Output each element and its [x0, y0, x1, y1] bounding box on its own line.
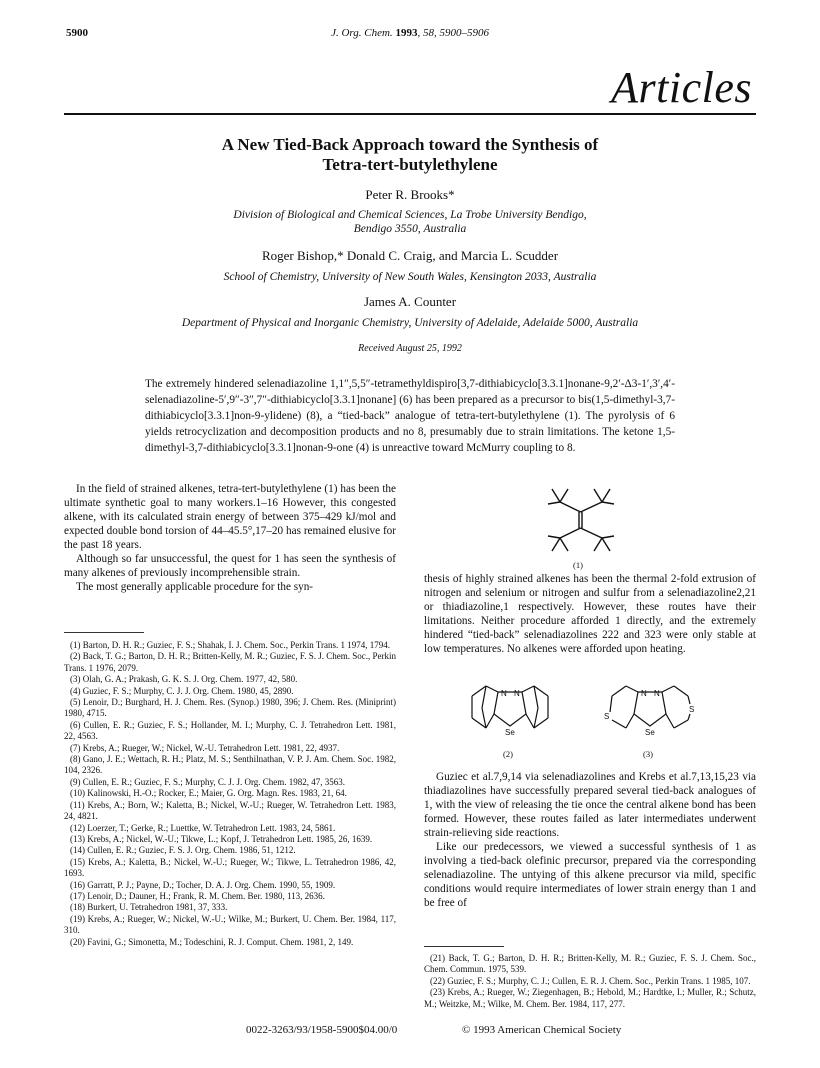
- affiliation-1: [64, 208, 756, 236]
- footer-code: 0022-3263/93/1958-5900$04.00/0: [246, 1024, 398, 1036]
- footnote: (15) Krebs, A.; Kaletta, B.; Nickel, W.-U.; Rueger, W.; Tikwe, L. Tetrahedron 1986, 42, 1693.: [64, 856, 396, 879]
- abstract: The extremely hindered selenadiazoline 1,1″,5,5″-tetramethyldispiro[3,7-dithiabicyclo[3.3.1]nonane-9,2′-Δ3-1′,3′,4′-selenadiazoline-5′,9″-3″,7″-dithiabicyclo[3.3.1]nonane] (6) has been prepared as a precursor to bis(1,5-dimethyl-3,7-dithiabicyclo[3.3.1]non-9-ylidene) (8), a “tied-back” analogue of tetra-tert-butylethylene (1). The pyrolysis of 6 yields retrocyclization and decomposition products and no 8, presumably due to strain limitations. The ketone 1,5-dimethyl-3,7-dithiabicyclo[3.3.1]nonan-9-one (4) is unreactive toward McMurry coupling to 8.: [145, 378, 675, 454]
- footnote: (22) Guziec, F. S.; Murphy, C. J.; Cullen, E. R. J. Chem. Soc., Perkin Trans. 1 1985, 107.: [430, 975, 751, 986]
- structure-1-label: (1): [573, 560, 583, 570]
- affiliation-2: School of Chemistry, University of New South Wales, Kensington 2033, Australia: [223, 271, 597, 283]
- intro-paragraph-3: The most generally applicable procedure for the syn-: [76, 581, 314, 593]
- structure-3-s-right: S: [689, 705, 695, 714]
- article-title: [64, 135, 756, 175]
- structure-3-n-left: N: [641, 689, 647, 698]
- journal-volume-pages: , 58, 5900–5906: [417, 27, 489, 39]
- affiliation-3: Department of Physical and Inorganic Chemistry, University of Adelaide, Adelaide 5000, Australia: [181, 317, 639, 329]
- footnote: (7) Krebs, A.; Rueger, W.; Nickel, W.-U. Tetrahedron Lett. 1981, 22, 4937.: [70, 742, 340, 753]
- footnote: (17) Lenoir, D.; Dauner, H.; Frank, R. M. Chem. Ber. 1980, 113, 2636.: [70, 890, 325, 901]
- structure-1-tetra-tert-butylethylene: [532, 484, 632, 556]
- footnote: (9) Cullen, E. R.; Guziec, F. S.; Murphy, C. J. J. Org. Chem. 1982, 47, 3563.: [70, 776, 346, 787]
- structure-3-label: (3): [643, 749, 653, 759]
- footer-copyright: © 1993 American Chemical Society: [462, 1024, 622, 1036]
- footnote: (12) Loerzer, T.; Gerke, R.; Luettke, W. Tetrahedron Lett. 1983, 24, 5861.: [70, 822, 336, 833]
- footnote: (3) Olah, G. A.; Prakash, G. K. S. J. Org. Chem. 1977, 42, 580.: [70, 674, 298, 685]
- footnote: (19) Krebs, A.; Rueger, W.; Nickel, W.-U.; Wilke, M.; Burkert, U. Chem. Ber. 1984, 117, 310.: [64, 913, 396, 936]
- author-1: Peter R. Brooks*: [365, 187, 455, 202]
- page-number: 5900: [66, 27, 88, 39]
- footnote: (14) Cullen, E. R.; Guziec, F. S. J. Org. Chem. 1986, 51, 1212.: [70, 845, 296, 856]
- footnote: (1) Barton, D. H. R.; Guziec, F. S.; Shahak, I. J. Chem. Soc., Perkin Trans. 1 1974, 1794.: [70, 640, 391, 650]
- footnote: (5) Lenoir, D.; Burghard, H. J. Chem. Res. (Synop.) 1980, 396; J. Chem. Res. (Miniprint) 1980, 4715.: [64, 697, 396, 719]
- footnote-rule-right: [424, 946, 504, 947]
- author-3: James A. Counter: [363, 294, 457, 309]
- right-column-text-bottom: [424, 770, 756, 910]
- structure-2-n-right: N: [514, 689, 520, 698]
- footnote: (13) Krebs, A.; Nickel, W.-U.; Tikwe, L.; Kopf, J. Tetrahedron Lett. 1985, 26, 1639.: [70, 833, 373, 844]
- structure-3-thia-selenadiazoline: [600, 682, 700, 746]
- structure-2-selenadiazoline: [464, 682, 556, 746]
- section-title: Articles: [611, 63, 752, 112]
- right-paragraph-3: Like our predecessors, we viewed a successful synthesis of 1 as involving a tied-back olefinic precursor, prepared via the corresponding selenadiazoline. The untying of this alkene precursor via mild, specific conditions would require intermediates of lower strain energy than 1 and be free of: [424, 841, 756, 909]
- journal-year: 1993: [395, 27, 418, 39]
- affiliation-1-line2: Bendigo 3550, Australia: [353, 223, 467, 235]
- footnote-rule-left: [64, 632, 144, 633]
- footnote: (6) Cullen, E. R.; Guziec, F. S.; Hollander, M. I.; Murphy, C. J. Tetrahedron Lett. 1981, 22, 4563.: [64, 719, 396, 742]
- footnote: (23) Krebs, A.; Rueger, W.; Ziegenhagen, B.; Hebold, M.; Hardtke, I.; Muller, R.; Schutz, M.; Weitzke, M.; Wilke, M. Chem. Ber. 1984, 117, 277.: [424, 987, 756, 1009]
- author-2: Roger Bishop,* Donald C. Craig, and Marcia L. Scudder: [261, 248, 559, 263]
- header-rule: [64, 113, 756, 115]
- right-paragraph-1: thesis of highly strained alkenes has been the thermal 2-fold extrusion of nitrogen and selenium or nitrogen and sulfur from a selenadiazoline2,21 or thiadiazoline,1 respectively. However, these routes have their limitations. Neither procedure afforded 1 directly, and the extremely hindered “tied-back” selenadiazolines 222 and 323 were only stable at low temperatures. No alkenes were afforded upon heating.: [424, 573, 756, 655]
- affiliation-1-line1: Division of Biological and Chemical Sciences, La Trobe University Bendigo,: [233, 209, 587, 221]
- received-date: Received August 25, 1992: [358, 343, 462, 354]
- right-paragraph-2: Guziec et al.7,9,14 via selenadiazolines and Krebs et al.7,13,15,23 via thiadiazolines have successfully prepared several tied-back analogues of 1, with the view of releasing the tie once the central alkene bond has been formed. However, these routes failed as later intermediates underwent strain-relieving side reactions.: [424, 771, 756, 839]
- footnote: (10) Kalinowski, H.-O.; Rocker, E.; Maier, G. Org. Magn. Res. 1983, 21, 64.: [70, 788, 347, 799]
- structure-2-label: (2): [503, 749, 513, 759]
- journal-name: J. Org. Chem.: [331, 27, 393, 39]
- right-column-text-top: [424, 572, 756, 656]
- footnote: (2) Back, T. G.; Barton, D. H. R.; Britten-Kelly, M. R.; Guziec, F. S. J. Chem. Soc., Perkin Trans. 1 1976, 2079.: [64, 651, 396, 673]
- intro-paragraph-1: In the field of strained alkenes, tetra-tert-butylethylene (1) has been the ultimate synthetic goal to many workers.1–16 However, this congested alkene, with its calculated strain energy of between 375–429 kJ/mol and expected double bond torsion of 44–45.5°,17–20 has remained elusive for the past 18 years.: [64, 483, 396, 551]
- structure-2-n-left: N: [501, 689, 507, 698]
- footnotes-left: [64, 640, 396, 948]
- footnote: (18) Burkert, U. Tetrahedron 1981, 37, 333.: [70, 902, 228, 913]
- footnote: (21) Back, T. G.; Barton, D. H. R.; Britten-Kelly, M. R.; Guziec, F. S. J. Chem. Soc., Chem. Commun. 1975, 539.: [424, 953, 756, 975]
- footnote: (11) Krebs, A.; Born, W.; Kaletta, B.; Nickel, W.-U.; Rueger, W. Tetrahedron Lett. 1983, 24, 4821.: [64, 799, 396, 822]
- structure-3-se: Se: [645, 728, 655, 737]
- footnote: (20) Favini, G.; Simonetta, M.; Todeschini, R. J. Comput. Chem. 1981, 2, 149.: [70, 936, 354, 947]
- structure-3-n-right: N: [654, 689, 660, 698]
- structure-3-s-left: S: [604, 712, 610, 721]
- footnote: (16) Garratt, P. J.; Payne, D.; Tocher, D. A. J. Org. Chem. 1990, 55, 1909.: [70, 879, 336, 890]
- footnote: (8) Gano, J. E.; Wettach, R. H.; Platz, M. S.; Senthilnathan, V. P. J. Am. Chem. Soc. 1982, 104, 2326.: [64, 754, 396, 776]
- left-column-text: [64, 482, 396, 594]
- structure-2-se: Se: [505, 728, 515, 737]
- intro-paragraph-2: Although so far unsuccessful, the quest for 1 has seen the synthesis of many alkenes of previously incomprehensible strain.: [64, 553, 396, 579]
- journal-citation: [0, 27, 820, 39]
- article-title-line1: A New Tied-Back Approach toward the Synthesis of: [221, 135, 599, 154]
- footnote: (4) Guziec, F. S.; Murphy, C. J. J. Org. Chem. 1980, 45, 2890.: [70, 685, 294, 696]
- footnotes-right: [424, 953, 756, 1010]
- article-title-line2: Tetra-tert-butylethylene: [322, 155, 498, 174]
